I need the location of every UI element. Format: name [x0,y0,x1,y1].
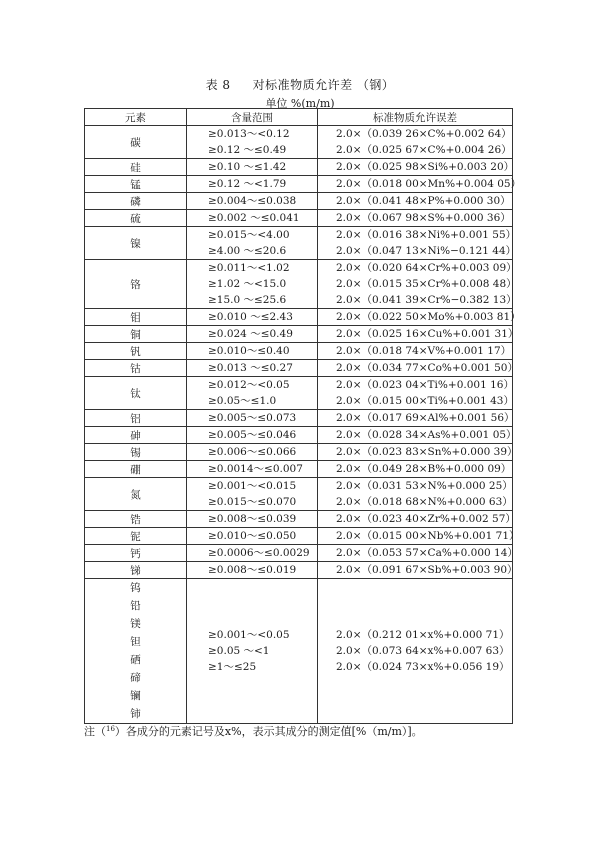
table-row [85,343,513,360]
range-cell [187,410,318,427]
element-cell [85,360,187,377]
table-row [85,528,513,545]
tolerance-formula: 2.0×（0.018 68×N%+0.000 63） [336,496,513,508]
element-symbol: 钼 [130,311,141,324]
range-cell [187,377,318,410]
table-number: 表 8 [205,78,231,92]
element-symbol: 铅 [130,600,141,612]
element-cell [85,210,187,227]
tolerance-table [84,108,522,724]
element-cell [85,528,187,545]
tolerance-formula: 2.0×（0.023 04×Ti%+0.001 16） [336,379,514,391]
tolerance-formula: 2.0×（0.025 98×Si%+0.003 20） [336,161,515,173]
tolerance-cell [318,377,513,410]
element-symbol: 铌 [130,530,141,543]
table-row [85,511,513,528]
element-symbol: 钽 [130,636,141,648]
tolerance-formula: 2.0×（0.023 40×Zr%+0.002 57） [336,513,516,525]
element-cell [85,444,187,461]
table-body [85,126,522,724]
element-cell [85,260,187,309]
tolerance-cell [318,410,513,427]
tolerance-cell [318,545,518,562]
range-line: ≥0.010～≤0.050 [208,530,297,542]
tolerance-formula: 2.0×（0.091 67×Sb%+0.003 90） [336,564,518,576]
element-cell [85,227,187,260]
range-line: ≥0.05～≤1.0 [208,395,277,407]
tolerance-cell [318,326,519,343]
table-row [85,193,513,210]
table-row [85,260,513,309]
table-row [85,210,513,227]
tolerance-cell [318,427,517,444]
tolerance-formula: 2.0×（0.067 98×S%+0.000 36） [336,212,511,224]
table-row [85,427,513,444]
range-cell [187,227,318,260]
header-element: 元素 [85,109,187,126]
range-line: ≥0.005～≤0.073 [208,412,297,424]
element-symbol: 氮 [130,488,141,501]
element-cell [85,562,187,579]
tolerance-cell [318,562,518,579]
table-title [0,76,600,93]
tolerance-cell [318,343,513,360]
table-row [85,159,513,176]
table-caption: 对标准物质允许差 （钢） [252,78,395,92]
element-cell [85,377,187,410]
table-row [85,176,513,193]
range-cell [187,427,318,444]
range-line: ≥0.008～≤0.019 [208,564,297,576]
tolerance-formula: 2.0×（0.015 00×Nb%+0.001 71） [336,530,520,542]
element-symbol: 钛 [130,387,141,400]
element-symbol: 砷 [130,429,141,442]
range-line: ≥0.10 ～≤1.42 [208,161,287,173]
header-tolerance: 标准物质允许误差 [318,109,513,126]
range-line: ≥1.02 ～<15.0 [208,278,287,290]
range-line: ≥0.05 ～<1 [208,645,270,657]
footnote-ref: 16 [106,725,115,733]
element-cell [85,193,187,210]
table-row [85,478,513,511]
element-symbol: 镁 [130,618,141,630]
table-row [85,444,513,461]
range-cell [187,309,318,326]
tolerance-cell [318,309,521,326]
element-cell [85,126,187,159]
element-symbol: 镧 [130,690,141,702]
element-symbol: 硼 [130,463,141,476]
footnote-prefix: 注（ [84,725,106,738]
tolerance-formula: 2.0×（0.025 16×Cu%+0.001 31） [336,328,519,340]
range-line: ≥0.010～≤0.40 [208,345,290,357]
table-row [85,562,513,579]
tolerance-formula: 2.0×（0.018 00×Mn%+0.004 05） [336,178,522,190]
tolerance-formula: 2.0×（0.041 48×P%+0.000 30） [336,195,511,207]
element-cell [85,427,187,444]
range-line: ≥0.010 ～≤2.43 [208,311,293,323]
range-line: ≥0.001～<0.05 [208,629,290,641]
element-symbol: 钴 [130,362,141,375]
tolerance-cell [318,511,516,528]
range-cell [187,562,318,579]
element-symbol: 锆 [130,513,141,526]
tolerance-formula: 2.0×（0.212 01×x%+0.000 71） [336,629,510,641]
range-line: ≥0.12 ～≤0.49 [208,144,287,156]
tolerance-formula: 2.0×（0.022 50×Mo%+0.003 81） [336,311,521,323]
element-symbol: 铈 [130,708,141,720]
tolerance-formula: 2.0×（0.053 57×Ca%+0.000 14） [336,547,518,559]
range-line: ≥0.12 ～<1.79 [208,178,287,190]
tolerance-formula: 2.0×（0.015 00×Ti%+0.001 43） [336,395,514,407]
table-row [85,461,513,478]
element-symbol: 铬 [130,278,141,291]
tolerance-formula: 2.0×（0.028 34×As%+0.001 05） [336,429,517,441]
table-row [85,410,513,427]
range-line: ≥15.0 ～≤25.6 [208,294,287,306]
element-symbol: 锡 [130,446,141,459]
tolerance-cell [318,260,517,309]
element-cell [85,309,187,326]
range-line: ≥0.015～≤0.070 [208,496,297,508]
tolerance-formula: 2.0×（0.031 53×N%+0.000 25） [336,480,513,492]
element-symbol: 硫 [130,212,141,225]
range-line: ≥0.002 ～≤0.041 [208,212,300,224]
tolerance-formula: 2.0×（0.073 64×x%+0.007 63） [336,645,510,657]
range-cell [187,360,318,377]
element-symbol: 磷 [130,195,141,208]
tolerance-formula: 2.0×（0.023 83×Sn%+0.000 39） [336,446,518,458]
range-line: ≥0.015～<4.00 [208,229,290,241]
range-cell [187,210,318,227]
header-row [85,109,513,126]
range-cell [187,545,318,562]
table-row [85,360,513,377]
tolerance-formula: 2.0×（0.047 13×Ni%−0.121 44） [336,245,517,257]
range-cell [187,159,318,176]
table-row [85,326,513,343]
range-cell [187,528,318,545]
table-row [85,545,513,562]
element-symbol: 碲 [130,672,141,684]
range-cell [187,176,318,193]
element-cell [85,410,187,427]
tolerance-cell [318,528,520,545]
element-symbol: 钙 [130,547,141,560]
tolerance-formula: 2.0×（0.017 69×Al%+0.001 56） [336,412,515,424]
range-line: ≥0.001～<0.015 [208,480,297,492]
element-cell [85,579,187,724]
tolerance-formula: 2.0×（0.025 67×C%+0.004 26） [336,144,512,156]
tolerance-cell [318,126,513,159]
range-line: ≥1～≤25 [208,661,257,673]
range-line: ≥0.024 ～≤0.49 [208,328,293,340]
range-line: ≥4.00 ～≤20.6 [208,245,287,257]
table-row [85,227,513,260]
range-line: ≥0.005～≤0.046 [208,429,297,441]
tolerance-formula: 2.0×（0.016 38×Ni%+0.001 55） [336,229,517,241]
element-symbol: 碳 [130,136,141,149]
range-cell [187,579,318,724]
range-cell [187,126,318,159]
table-row [85,126,513,159]
unit-label: 单位 %(m/m) [265,97,335,110]
element-symbol: 锰 [130,178,141,191]
range-line: ≥0.013 ～≤0.27 [208,362,293,374]
tolerance-formula: 2.0×（0.034 77×Co%+0.001 50） [336,362,518,374]
element-cell [85,159,187,176]
tolerance-formula: 2.0×（0.039 26×C%+0.002 64） [336,128,512,140]
element-symbol: 硅 [130,161,141,174]
element-cell [85,461,187,478]
range-line: ≥0.013～<0.12 [208,128,290,140]
tolerance-cell [318,159,513,176]
footnote-text: ）各成分的元素记号及x%，表示其成分的测定值[%（m/m）]。 [114,725,423,738]
range-cell [187,461,318,478]
tolerance-cell [318,176,522,193]
range-line: ≥0.004～≤0.038 [208,195,297,207]
tolerance-cell [318,193,513,210]
range-line: ≥0.012～<0.05 [208,379,290,391]
range-cell [187,193,318,210]
tolerance-cell [318,444,518,461]
range-cell [187,511,318,528]
element-cell [85,343,187,360]
table-row [85,377,513,410]
table-row [85,579,513,724]
footnote [84,723,423,739]
tolerance-cell [318,227,517,260]
table-row [85,309,513,326]
range-cell [187,444,318,461]
element-cell [85,478,187,511]
element-symbol: 铝 [130,412,141,425]
tolerance-formula: 2.0×（0.024 73×x%+0.056 19） [336,661,510,673]
range-line: ≥0.006～≤0.066 [208,446,297,458]
tolerance-formula: 2.0×（0.018 74×V%+0.001 17） [336,345,512,357]
range-cell [187,478,318,511]
tolerance-formula: 2.0×（0.015 35×Cr%+0.008 48） [336,278,517,290]
header-range: 含量范围 [187,109,318,126]
element-symbol: 钒 [130,345,141,358]
tolerance-formula: 2.0×（0.049 28×B%+0.000 09） [336,463,512,475]
range-line: ≥0.0006～≤0.0029 [208,547,310,559]
element-symbol: 钨 [130,582,141,594]
range-line: ≥0.008～≤0.039 [208,513,297,525]
range-cell [187,260,318,309]
element-symbol: 铜 [130,328,141,341]
element-cell [85,176,187,193]
range-line: ≥0.011～<1.02 [208,262,290,274]
range-cell [187,326,318,343]
element-cell [85,511,187,528]
tolerance-formula: 2.0×（0.020 64×Cr%+0.003 09） [336,262,517,274]
element-cell [85,326,187,343]
range-cell [187,343,318,360]
tolerance-cell [318,579,513,724]
element-cell [85,545,187,562]
tolerance-cell [318,360,518,377]
element-symbol: 硒 [130,654,141,666]
tolerance-cell [318,478,513,511]
tolerance-cell [318,461,513,478]
element-symbol: 镍 [130,237,141,250]
tolerance-formula: 2.0×（0.041 39×Cr%−0.382 13） [336,294,517,306]
element-symbol: 锑 [130,564,141,577]
range-line: ≥0.0014～≤0.007 [208,463,303,475]
tolerance-cell [318,210,513,227]
